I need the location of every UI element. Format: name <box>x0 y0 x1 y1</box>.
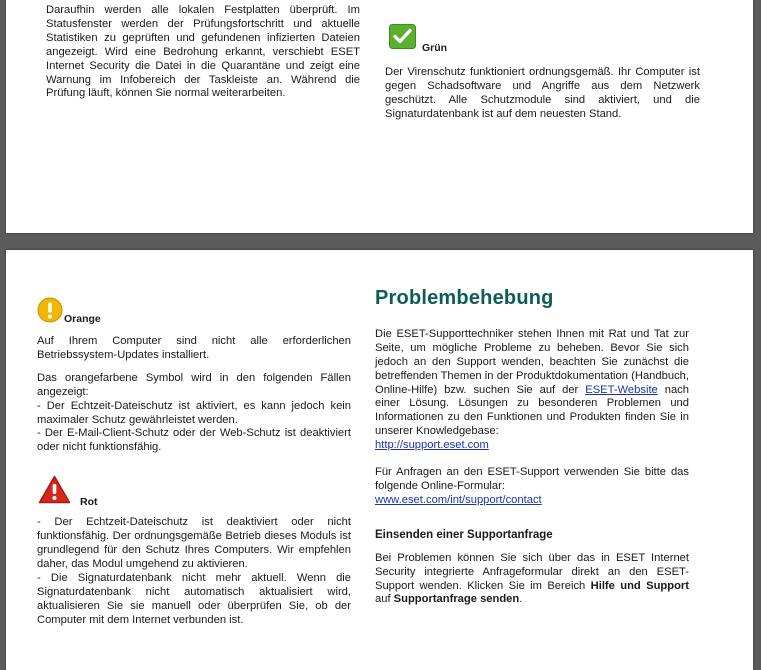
status-red-bullet-2: - Die Signaturdatenbank nicht mehr aktuell. Wenn die Signaturdatenbank nicht automatisch aktualisiert wird, aktualisieren Sie sie manuell oder überprüfen Sie, ob der Computer mit dem Internet verbunden ist. <box>37 571 351 626</box>
troubleshooting-column <box>375 287 689 607</box>
contact-form-paragraph: Für Anfragen an den ESET-Support verwenden Sie bitte das folgende Online-Formular: <box>375 466 689 492</box>
submit-request-heading: Einsenden einer Supportanfrage <box>375 528 553 541</box>
status-red-header <box>37 475 351 509</box>
status-orange-intro: Das orangefarbene Symbol wird in den folgenden Fällen angezeigt: <box>37 371 351 398</box>
submit-request-text-mid: auf <box>375 593 394 606</box>
submit-request-text: Bei Problemen können Sie sich über das in ESET Internet Security integrierte Anfrageformular direkt an den ESET-Support wenden. Klicken Sie im Bereich <box>375 551 689 592</box>
scan-description-column <box>46 4 360 101</box>
knowledgebase-link[interactable]: http://support.eset.com <box>375 439 489 452</box>
status-green-text: Der Virenschutz funktioniert ordnungsgemäß. Ihr Computer ist gegen Schadsoftware und Angriffe aus dem Netzwerk geschützt. Alle Schutzmodule sind aktiviert, und die Signaturdatenbank ist auf dem neuesten Stand. <box>385 66 700 120</box>
submit-request-text-end: . <box>519 593 523 606</box>
status-green-label: Grün <box>422 42 448 54</box>
contact-form-link[interactable]: www.eset.com/int/support/contact <box>375 493 542 506</box>
status-red-label: Rot <box>80 496 98 509</box>
support-intro-paragraph <box>375 328 689 439</box>
troubleshooting-heading: Problembehebung <box>375 287 554 309</box>
status-orange-bullet-1: - Der Echtzeit-Dateischutz ist aktiviert, es kann jedoch kein maximaler Schutz gewährleistet werden. <box>37 399 351 426</box>
checkmark-icon <box>389 24 416 54</box>
scan-description-paragraph: Daraufhin werden alle lokalen Festplatten überprüft. Im Statusfenster werden der Prüfungsfortschritt und aktuelle Statistiken zu geprüften und gefundenen infizierten Dateien angezeigt. Wird eine Bedrohung erkannt, verschiebt ESET Internet Security die Datei in die Quarantäne und zeigt eine Warnung im Infobereich der Taskleiste an. Während die Prüfung läuft, können Sie normal weiterarbeiten. <box>46 4 360 100</box>
send-support-request-term: Supportanfrage senden <box>393 593 520 606</box>
status-red-bullet-1: - Der Echtzeit-Dateischutz ist deaktiviert oder nicht funktionsfähig. Der ordnungsgemäße Betrieb dieses Moduls ist grundlegend für den Schutz Ihres Computers. Wir empfehlen daher, das Modul umgehend zu aktivieren. <box>37 516 351 570</box>
status-green-section <box>385 24 700 122</box>
document-page-2 <box>6 250 753 670</box>
support-intro-text: Die ESET-Supporttechniker stehen Ihnen mit Rat und Tat zur Seite, um mögliche Probleme zu beheben. Bevor Sie sich jedoch an den Support wenden, beachten Sie zunächst die betreffenden Themen in der Produktdokumentation (Handbuch, Online-Hilfe) bzw. suchen Sie auf der <box>375 327 689 396</box>
submit-request-paragraph <box>375 552 689 608</box>
status-orange-text: Auf Ihrem Computer sind nicht alle erforderlichen Betriebssystem-Updates installiert. <box>37 335 351 361</box>
help-and-support-term: Hilfe und Support <box>590 579 689 592</box>
status-orange-label: Orange <box>64 313 101 325</box>
warning-triangle-icon <box>38 475 71 509</box>
eset-website-link[interactable]: ESET-Website <box>585 383 658 396</box>
exclamation-circle-icon <box>37 297 63 328</box>
status-left-column <box>37 297 351 628</box>
support-intro-text-continued: nach einer Lösung. Lösungen zu besonderen Problemen und Informationen zu den Funktionen und Produkten finden Sie in unserer Knowledgebase: <box>375 383 689 438</box>
status-orange-bullet-2: - Der E-Mail-Client-Schutz oder der Web-Schutz ist deaktiviert oder nicht funktionsfähig. <box>37 427 351 454</box>
status-orange-header <box>37 297 351 327</box>
document-page-1 <box>6 0 753 233</box>
